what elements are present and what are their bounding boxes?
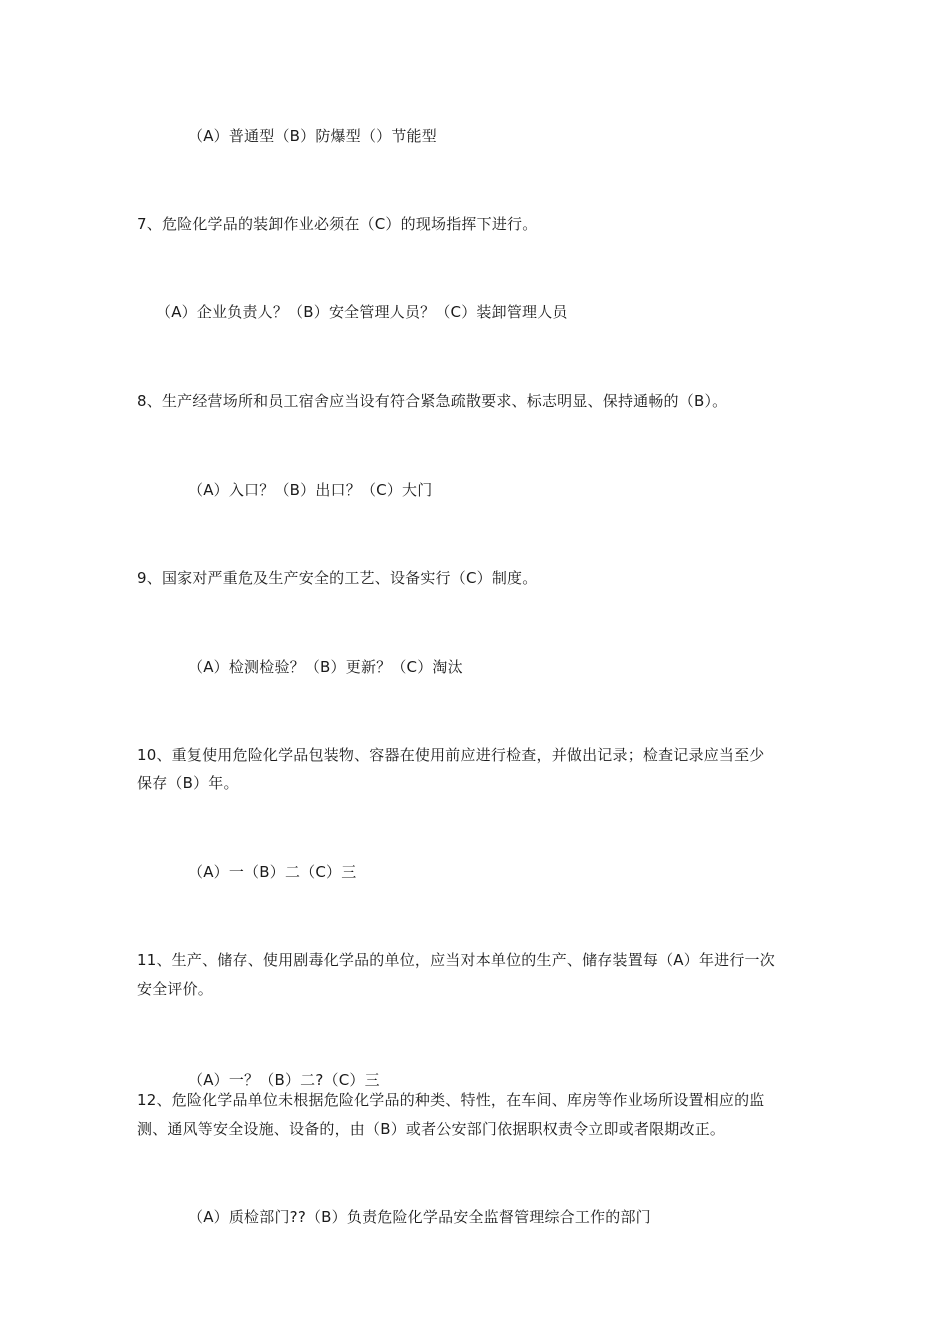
question-text: 7、危险化学品的装卸作业必须在（C）的现场指挥下进行。 bbox=[137, 215, 538, 233]
question-text-continued: 保存（B）年。 bbox=[137, 774, 239, 792]
question-text: 10、重复使用危险化学品包装物、容器在使用前应进行检查，并做出记录；检查记录应当至少 bbox=[137, 746, 765, 764]
question-text-continued: 安全评价。 bbox=[137, 980, 214, 998]
answer-options: （A）一（B）二（C）三 bbox=[188, 863, 357, 881]
question-text: 8、生产经营场所和员工宿舍应当设有符合紧急疏散要求、标志明显、保持通畅的（B）。 bbox=[137, 392, 728, 410]
question-text: 9、国家对严重危及生产安全的工艺、设备实行（C）制度。 bbox=[137, 569, 538, 587]
answer-options: （A）检测检验？（B）更新？（C）淘汰 bbox=[188, 658, 463, 676]
question-text: 11、生产、储存、使用剧毒化学品的单位，应当对本单位的生产、储存装置每（A）年进行一次 bbox=[137, 951, 775, 969]
question-text-continued: 测、通风等安全设施、设备的，由（B）或者公安部门依据职权责令立即或者限期改正。 bbox=[137, 1120, 726, 1138]
answer-options: （A）入口？（B）出口？（C）大门 bbox=[188, 481, 433, 499]
question-text: 12、危险化学品单位未根据危险化学品的种类、特性，在车间、库房等作业场所设置相应的监 bbox=[137, 1091, 765, 1109]
answer-options: （A）普通型（B）防爆型（）节能型 bbox=[188, 127, 437, 145]
answer-options: （A）质检部门??（B）负责危险化学品安全监督管理综合工作的部门 bbox=[188, 1208, 651, 1226]
answer-options: （A）企业负责人？（B）安全管理人员？（C）装卸管理人员 bbox=[156, 303, 568, 321]
answer-options: （A）一？（B）二?（C）三 bbox=[188, 1071, 380, 1089]
